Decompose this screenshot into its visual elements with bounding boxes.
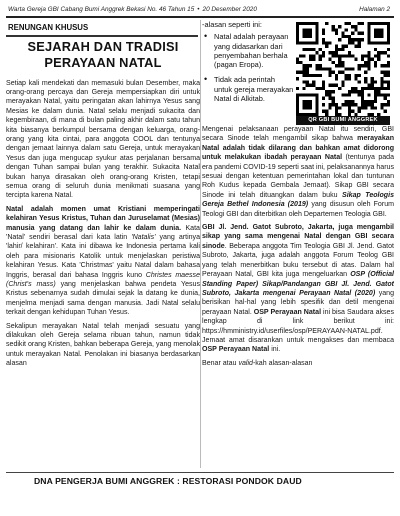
paragraph-local-stance	[202, 223, 394, 355]
document-title: OSP (Official Standing Paper) Sikap/Pandangan GBI Jl. Jend. Gatot Subroto, Jakarta mengenai Perayaan Natal (2020)	[202, 271, 394, 297]
text-run: Benar atau	[202, 359, 239, 367]
paragraph-rejection: Sekalipun merayakan Natal telah menjadi sesuatu yang dilakukan oleh Gereja selama ribuan tahun, namun tidak sedikit orang Kristen, bahkan beberapa Gereja, yang menolak untuk merayakan Natal. Penolakan ini biasanya berdasarkan alasan	[6, 322, 200, 368]
paragraph-synod-stance	[202, 125, 394, 219]
title-line-2: PERAYAAN NATAL	[44, 54, 162, 70]
text-run: -kah alasan-alasan	[252, 359, 313, 367]
publication-name: Warta Gereja GBI Cabang Bumi Anggrek Bekasi No. 46 Tahun 15 • 20 Desember 2020	[8, 6, 257, 13]
paragraph-intro: Setiap kali mendekati dan memasuki bulan Desember, maka orang-orang percaya dan Gereja mempersiapkan diri untuk merayakan Natal, yaitu peringatan akan lahirnya Yesus sang Mesias ke dalam dunia. Natal selalu menjadi sukacita dan kegembiraan, di mana di bulan paling akhir dalam satu tahun kita biasanya berkumpul bersama dengan keluarga, orang-orang yang kita cintai, para anggota COOL dan tentunya dengan jemaat lainnya dalam satu Gereja, untuk merayakan Yesus dan juga mengucap syukur atas perjalanan bersama dengan Tuhan sampai bulan yang terakhir. Sukacita Natal bukan hanya dirasakan oleh orang-orang Kristen, tetapi semua orang di seluruh dunia menikmati suasana yang tercipta karena Natal.	[6, 79, 200, 200]
footer-banner: DNA PENGERJA BUMI ANGGREK : RESTORASI PONDOK DAUD	[34, 476, 302, 486]
list-item: • Tidak ada perintah untuk gereja merayakan Natal di Alkitab.	[202, 75, 294, 103]
osp-link-text: ini bisa Saudara akses lengkap di link berikut ini: https://hmministry.id/userfiles/osp/PERAYAAN-NATAL.pdf. Jemaat amat disarankan untuk mengakses dan membaca	[202, 308, 394, 344]
issue-date: 20 Desember 2020	[202, 6, 257, 13]
page-header	[6, 4, 394, 16]
paragraph-question	[202, 359, 394, 368]
list-item: • Natal adalah perayaan yang didasarkan dari penyembahan berhala (pagan Eropa).	[202, 32, 294, 69]
old-english-term: Christes maesse (Christ's mass)	[6, 271, 200, 289]
text-run: yang menjelaskan bahwa pendeta Yesus Kristus sebenarnya sudah dimulai sejak la datang ke dunia, menjelma menjadi sama dengan manusia. Jadi Natal selalu terkait dengan kehidupan Tuhan Yesus.	[6, 281, 200, 317]
emphasis-text: merayakan Natal adalah tidak dilarang dan bahkan amat didorong untuk melakukan ibadah perayaan Natal	[202, 135, 394, 162]
emphasis-text: GBI Jl. Jend. Gatot Subroto, Jakarta, juga mengambil sikap yang sama mengenai Natal dengan GBI secara sinode	[202, 224, 394, 250]
page-number: Halaman 2	[359, 6, 390, 13]
column-divider	[200, 20, 201, 468]
qr-block	[294, 22, 392, 125]
italic-term: valid	[238, 359, 253, 367]
paragraph-meaning-lead: Natal adalah momen umat Kristiani memperingati kelahiran Yesus Kristus, Tuhan dan Juruselamat (Mesias) manusia yang datang dan lahir ke dalam dunia.	[6, 205, 200, 232]
text-run: . Beberapa anggota Tim Teologia GBI Jl. Jend. Gatot Subroto, Jakarta, juga adalah anggota Forum Teolog GBI yang telah menerbitkan buku tersebut di atas. Dalam hal Perayaan Natal, GBI kita juga mengeluarkan	[202, 242, 394, 279]
reasons-intro: -alasan seperti ini:	[202, 20, 262, 29]
book-title: Sikap Teologis Gereja Bethel Indonesia (2019)	[202, 191, 394, 209]
text-run: (tentunya pada era pandemi COVID-19 seperti saat ini, pelaksanannya harus sesuai dengan ketentuan pemerintahan lokal dan tuntunan Roh Kudus kepada Gembala Jemaat). Sikap GBI secara Sinode ini telah dituangkan dalam buku	[202, 154, 394, 199]
reasons-list	[202, 20, 294, 125]
right-top-block	[202, 20, 394, 125]
bullet-list	[202, 32, 294, 103]
right-column	[202, 20, 394, 470]
emphasis-text: OSP Perayaan Natal	[202, 346, 270, 354]
text-run: yang berisikan hal-hal yang lebih spesifik dan detil mengenai perayaan Natal.	[202, 289, 394, 316]
qr-code-graphic	[296, 22, 390, 116]
text-run: Mengenai pelaksanaan perayaan Natal itu sendiri, GBI secara Sinode telah mengambil sikap bahwa	[202, 126, 394, 143]
text-run: yang artinya 'lahir/ kelahiran'. Kata ini dibawa ke Indonesia pertama kali oleh para misionaris Katolik untuk menjelaskan peristiwa kelahiran Yesus. Kata 'Christmas' yaitu Natal dalam bahasa Inggris, berasal dari bahasa Inggris kuno	[6, 234, 200, 279]
text-run: yang disusun oleh Forum Teologi GBI dan diterbitkan oleh Departemen Teologia GBI.	[202, 201, 394, 218]
article-title	[6, 39, 200, 71]
left-column	[6, 20, 200, 470]
header-rule	[6, 16, 394, 18]
publication-label: Warta Gereja GBI Cabang Bumi Anggrek Bekasi No. 46 Tahun 15	[8, 6, 195, 13]
qr-code-icon[interactable]	[296, 22, 390, 116]
section-label: RENUNGAN KHUSUS	[8, 23, 89, 32]
emphasis-text: OSP Perayaan Natal	[253, 308, 322, 316]
qr-caption: QR GBI BUMI ANGGREK	[296, 116, 390, 125]
text-run: ini.	[269, 346, 281, 354]
latin-term: 'Natalis'	[131, 234, 156, 241]
section-rule	[6, 35, 198, 37]
footer-rule	[6, 472, 394, 473]
text-run: Kata 'Natal' sendiri berasal dari kata latin	[6, 224, 200, 241]
paragraph-meaning	[6, 205, 200, 318]
title-line-1: SEJARAH DAN TRADISI	[27, 38, 179, 54]
